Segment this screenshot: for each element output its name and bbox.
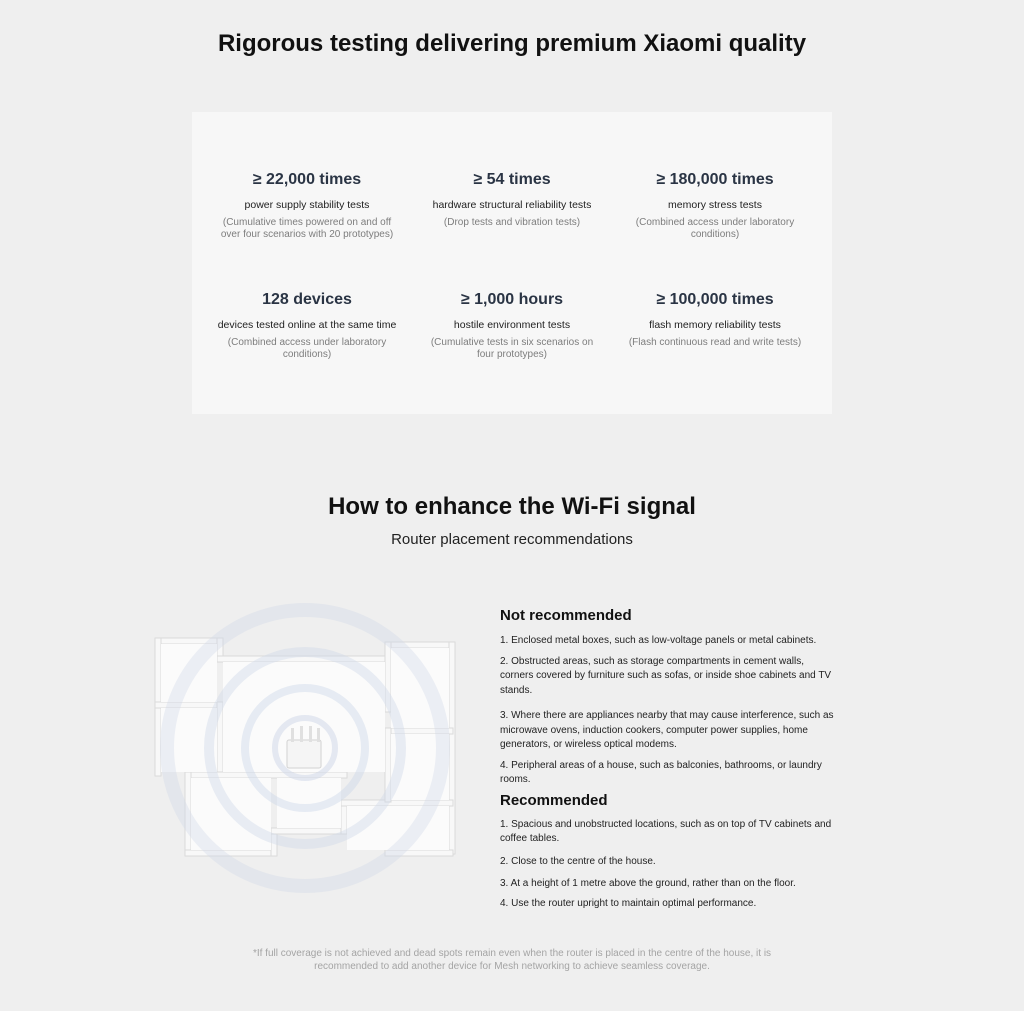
stat-label: hardware structural reliability tests [432, 199, 592, 211]
recommended-heading: Recommended [500, 791, 608, 809]
stat-value: 128 devices [262, 291, 352, 308]
wifi-section-title: How to enhance the Wi-Fi signal [328, 493, 696, 520]
list-item: 4. Use the router upright to maintain optimal performance. [500, 897, 757, 909]
wifi-section-subtitle: Router placement recommendations [391, 531, 633, 548]
not-recommended-list [500, 634, 835, 788]
stat-flash [625, 290, 805, 349]
list-item: 3. Where there are appliances nearby that may cause interference, such as microwave ovens, induction cookers, computer power supplies, home generators, or wireless optical modems. [500, 710, 834, 750]
stat-label: memory stress tests [668, 199, 762, 211]
list-item: 1. Enclosed metal boxes, such as low-voltage panels or metal cabinets. [500, 635, 817, 646]
list-item: 4. Peripheral areas of a house, such as balconies, bathrooms, or laundry rooms. [500, 759, 822, 785]
footnote: *If full coverage is not achieved and dead spots remain even when the router is placed in the centre of the house, it is recommended to add another device for Mesh networking to achieve seamless coverage. [252, 948, 772, 972]
stat-note: (Cumulative times powered on and off over four scenarios with 20 prototypes) [220, 217, 394, 240]
list-item: 1. Spacious and unobstructed locations, such as on top of TV cabinets and coffee tables. [500, 818, 832, 844]
stat-label: devices tested online at the same time [217, 319, 397, 331]
list-item: 3. At a height of 1 metre above the ground, rather than on the floor. [500, 878, 796, 889]
list-item: 2. Obstructed areas, such as storage compartments in cement walls, corners covered by furniture such as sofas, or inside shoe cabinets and TV stands. [500, 655, 832, 696]
stat-note: (Flash continuous read and write tests) [628, 337, 802, 348]
stat-value: ≥ 100,000 times [656, 291, 774, 308]
stat-devices [217, 290, 397, 361]
stat-value: ≥ 180,000 times [656, 171, 774, 188]
stat-value: ≥ 54 times [473, 171, 551, 188]
stat-label: flash memory reliability tests [649, 319, 781, 331]
stat-label: power supply stability tests [244, 199, 370, 211]
stat-note: (Drop tests and vibration tests) [443, 217, 581, 228]
page-title: Rigorous testing delivering premium Xiaomi quality [217, 30, 807, 57]
list-item: 2. Close to the centre of the house. [500, 855, 656, 867]
stat-note: (Combined access under laboratory conditions) [635, 217, 795, 240]
stat-hardware [422, 170, 602, 229]
stat-hostile-env [422, 290, 602, 361]
stat-power-supply [217, 170, 397, 241]
stat-label: hostile environment tests [453, 319, 571, 331]
stat-value: ≥ 22,000 times [252, 171, 362, 188]
test-stats-card [192, 112, 832, 414]
stat-memory [625, 170, 805, 241]
placement-recommendations [500, 606, 835, 911]
stat-note: (Cumulative tests in six scenarios on four prototypes) [430, 337, 594, 360]
not-recommended-heading: Not recommended [500, 607, 632, 624]
floorplan-svg [145, 600, 470, 895]
house-floorplan-illustration [145, 600, 470, 895]
recommended-list [500, 818, 835, 912]
stat-value: ≥ 1,000 hours [460, 291, 564, 308]
stat-note: (Combined access under laboratory conditions) [227, 337, 387, 360]
